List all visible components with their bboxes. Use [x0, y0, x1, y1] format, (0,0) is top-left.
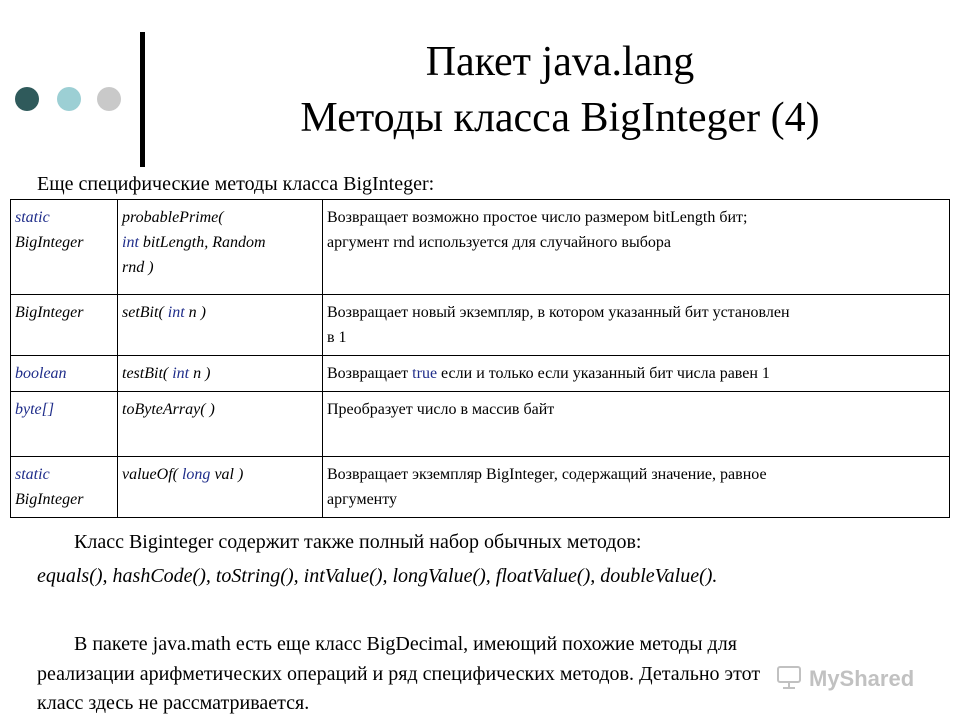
paragraph-bigdecimal-line3: класс здесь не рассматривается.: [37, 692, 310, 714]
method-name: testBit(: [122, 365, 169, 382]
table-row: [11, 356, 950, 392]
description-text: Преобразует число в массив байт: [327, 401, 555, 418]
method-name: toByteArray( ): [122, 401, 215, 418]
keyword: int: [122, 234, 139, 251]
description-text: если и только если указанный бит числа равен 1: [441, 365, 770, 382]
keyword: long: [181, 466, 211, 483]
description-text: Возвращает новый экземпляр, в котором указанный бит установлен: [327, 304, 790, 321]
keyword: byte[]: [15, 401, 55, 418]
keyword: static: [15, 209, 50, 226]
method-name: probablePrime(: [122, 209, 224, 226]
description-text: Возвращает возможно простое число размером bitLength бит;: [327, 209, 748, 226]
paragraph-methods-list: equals(), hashCode(), toString(), intValue(), longValue(), floatValue(), doubleValue().: [37, 565, 718, 587]
description-cell: [323, 457, 950, 518]
description-cell: [323, 295, 950, 356]
watermark-text: MyShared: [809, 666, 915, 691]
description-cell: [323, 392, 950, 457]
paragraph-bigdecimal-line1: В пакете java.math есть еще класс BigDecimal, имеющий похожие методы для: [74, 633, 737, 655]
method-args: val ): [214, 466, 244, 483]
watermark: [775, 662, 925, 696]
slide-title-line1: Пакет java.lang: [425, 39, 695, 85]
paragraph-methods-intro: Класс Biginteger содержит также полный набор обычных методов:: [74, 531, 642, 553]
method-cell: [118, 457, 323, 518]
description-cell: [323, 200, 950, 295]
keyword: int: [167, 304, 185, 321]
return-type-cell: [11, 457, 118, 518]
keyword: boolean: [15, 365, 67, 382]
type-name: BigInteger: [15, 491, 84, 508]
description-text: в 1: [327, 329, 347, 346]
methods-table: [10, 199, 950, 518]
keyword: true: [412, 365, 438, 382]
method-name: setBit(: [122, 304, 164, 321]
type-name: BigInteger: [15, 234, 84, 251]
presentation-icon: [775, 663, 803, 696]
intro-text: Еще специфические методы класса BigInteger:: [37, 173, 435, 195]
slide-title-line2: Методы класса BigInteger (4): [300, 95, 820, 141]
table-row: [11, 295, 950, 356]
return-type-cell: [11, 200, 118, 295]
method-cell: [118, 200, 323, 295]
return-type-cell: [11, 295, 118, 356]
method-args: n ): [188, 304, 206, 321]
table-row: [11, 392, 950, 457]
method-cell: [118, 356, 323, 392]
decor-dot-light: [57, 87, 81, 111]
return-type-cell: [11, 392, 118, 457]
description-text: Возвращает: [327, 365, 409, 382]
method-cell: [118, 392, 323, 457]
description-cell: [323, 356, 950, 392]
type-name: BigInteger: [15, 304, 84, 321]
method-name: valueOf(: [122, 466, 178, 483]
table-row: [11, 457, 950, 518]
method-args: bitLength, Random: [142, 234, 266, 251]
table-row: [11, 200, 950, 295]
description-text: аргумент rnd используется для случайного выбора: [327, 234, 671, 251]
description-text: аргументу: [327, 491, 398, 508]
description-text: Возвращает экземпляр BigInteger, содержащий значение, равное: [327, 466, 767, 483]
paragraph-bigdecimal-line2: реализации арифметических операций и ряд специфических методов. Детально этот: [37, 663, 761, 685]
method-args: n ): [193, 365, 211, 382]
decor-dot-gray: [97, 87, 121, 111]
keyword: static: [15, 466, 50, 483]
keyword: int: [172, 365, 190, 382]
decor-dot-dark: [15, 87, 39, 111]
return-type-cell: [11, 356, 118, 392]
method-args: rnd ): [122, 259, 154, 276]
method-cell: [118, 295, 323, 356]
decor-vertical-line: [140, 32, 145, 167]
